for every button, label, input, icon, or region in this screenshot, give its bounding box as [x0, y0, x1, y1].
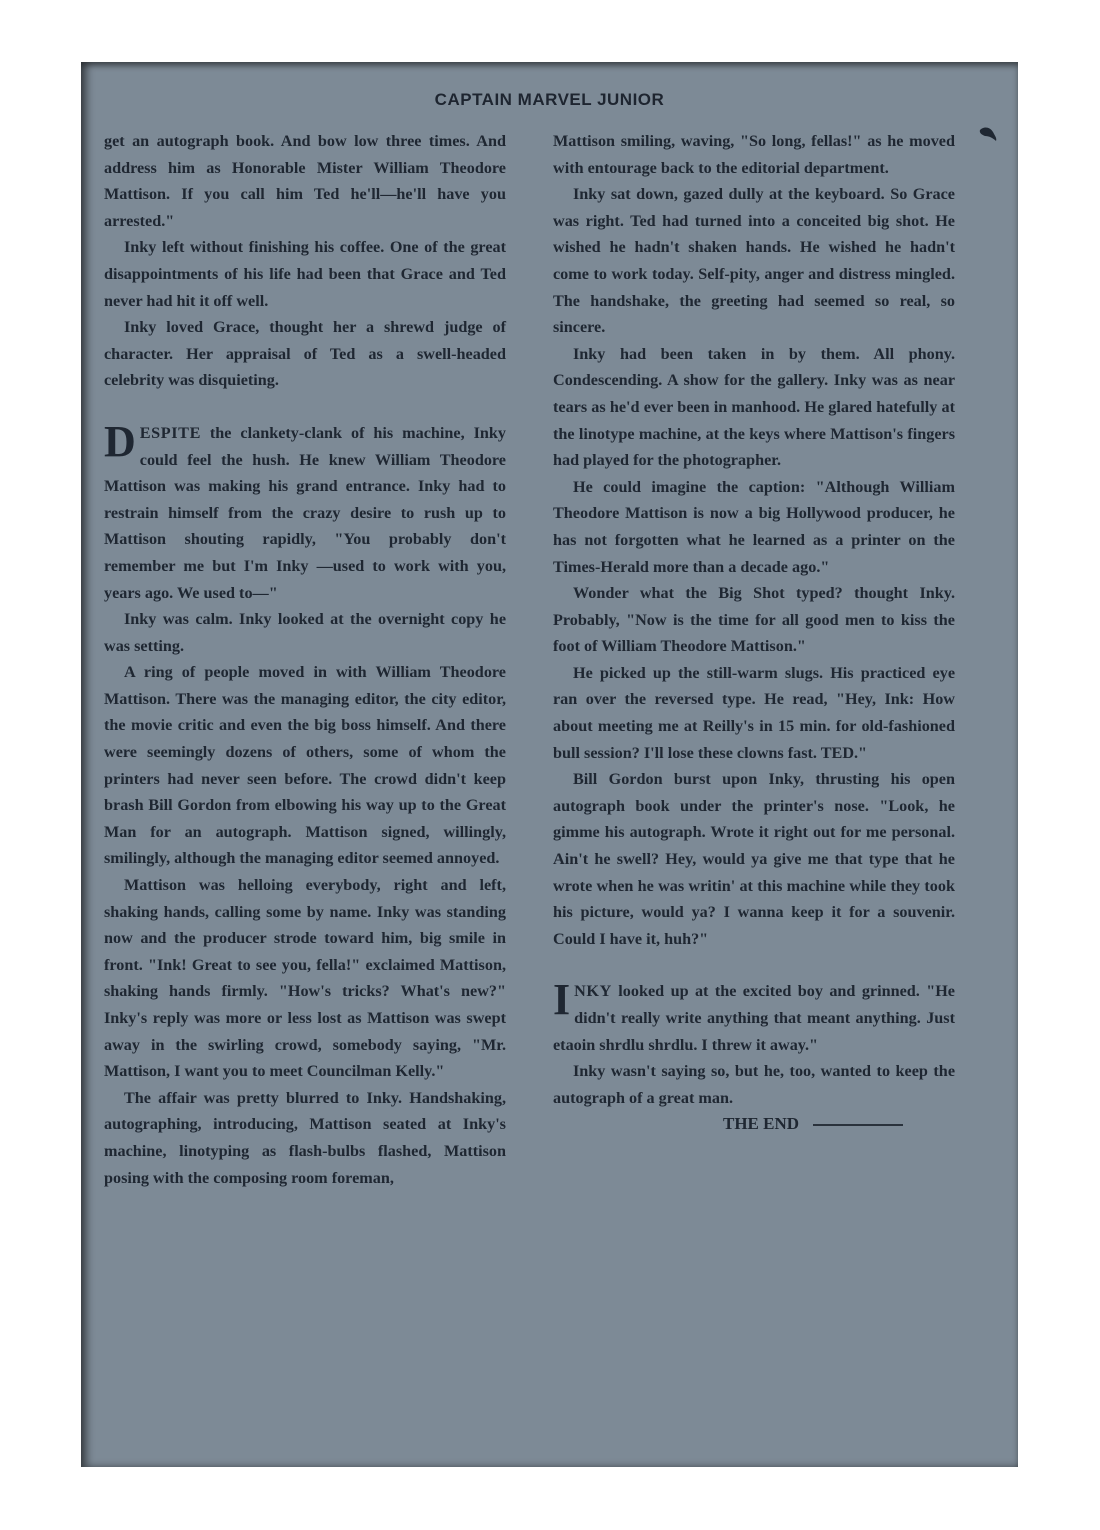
- paragraph: He could imagine the caption: "Although William Theodore Mattison is now a big Hollywood producer, he has not forgotten what he learned as a printer on the Times-Herald more than a decade ago.": [553, 477, 955, 576]
- drop-cap: D: [104, 416, 136, 466]
- paragraph: Inky wasn't saying so, but he, too, wanted to keep the autograph of a great man.: [553, 1062, 955, 1107]
- paragraph: Inky was calm. Inky looked at the overnight copy he was setting.: [104, 610, 506, 655]
- paragraph: Mattison smiling, waving, "So long, fellas!" as he moved with entourage back to the editorial department.: [553, 132, 955, 177]
- page-header: CAPTAIN MARVEL JUNIOR: [434, 90, 665, 109]
- section-paragraph: [553, 975, 955, 1058]
- paragraph: Inky left without finishing his coffee. One of the great disappointments of his life had been that Grace and Ted never had hit it off well.: [104, 238, 506, 310]
- small-caps-lead: NKY: [574, 982, 612, 1001]
- paragraph: get an autograph book. And bow low three times. And address him as Honorable Mister William Theodore Mattison. If you call him Ted he'll—he'll have you arrested.": [104, 132, 506, 230]
- paragraph: Inky had been taken in by them. All phony. Condescending. A show for the gallery. Inky was as near tears as he'd ever been in manhood. He glared hatefully at the linotype machine, at the keys where Mattison's fingers had played for the photographer.: [553, 344, 955, 470]
- ink-smudge-icon: [976, 124, 998, 146]
- left-column: [104, 128, 506, 1191]
- paragraph: Wonder what the Big Shot typed? thought Inky. Probably, "Now is the time for all good men to kiss the foot of William Theodore Mattison.": [553, 584, 955, 656]
- right-column: [553, 128, 955, 1138]
- paragraph: Bill Gordon burst upon Inky, thrusting his open autograph book under the printer's nose. "Look, he gimme his autograph. Wrote it right out for me personal. Ain't he swell? Hey, would ya give me that type that he wrote when he was writin' at this machine while they took his picture, would ya? I wanna keep it for a souvenir. Could I have it, huh?": [553, 770, 955, 948]
- paragraph: The affair was pretty blurred to Inky. Handshaking, autographing, introducing, Mattison seated at Inky's machine, linotyping as flash-bulbs flashed, Mattison posing with the composing room foreman,: [104, 1088, 506, 1187]
- paragraph: He picked up the still-warm slugs. His practiced eye ran over the reversed type. He read, "Hey, Ink: How about meeting me at Reilly's in 15 min. for old-fashioned bull session? I'll lose these clowns fast. TED.": [553, 663, 955, 762]
- paragraph: Mattison was helloing everybody, right and left, shaking hands, calling some by name. Inky was standing now and the producer strode toward him, big smile in front. "Ink! Great to see you, fella!" exclaimed Mattison, shaking hands firmly. "How's tricks? What's new?" Inky's reply was more or less lost as Mattison was swept away in the swirling crowd, somebody saying, "Mr. Mattison, I want you to meet Councilman Kelly.": [104, 876, 506, 1081]
- paragraph-text: looked up at the excited boy and grinned. "He didn't really write anything that meant anything. Just etaoin shrdlu shrdlu. I threw it away.": [553, 982, 955, 1054]
- drop-cap: I: [553, 975, 571, 1025]
- small-caps-lead: ESPITE: [139, 423, 201, 442]
- section-paragraph: [104, 416, 506, 606]
- paragraph: Inky sat down, gazed dully at the keyboard. So Grace was right. Ted had turned into a conceited big shot. He wished he hadn't shaken hands. He wished he hadn't come to work today. Self-pity, anger and distress mingled. The handshake, the greeting had seemed so real, so sincere.: [553, 185, 955, 337]
- magazine-page: [81, 62, 1018, 1467]
- paragraph: Inky loved Grace, thought her a shrewd judge of character. Her appraisal of Ted as a swell-headed celebrity was disquieting.: [104, 318, 506, 390]
- paragraph-text: the clankety-clank of his machine, Inky could feel the hush. He knew William Theodore Mattison was making his grand entrance. Inky had to restrain himself from the crazy desire to rush up to Mattison shouting rapidly, "You probably don't remember me but I'm Inky —used to work with you, years ago. We used to—": [104, 423, 506, 602]
- the-end-marker: [553, 1111, 955, 1138]
- end-rule: [813, 1124, 903, 1126]
- paragraph: A ring of people moved in with William Theodore Mattison. There was the managing editor, the city editor, the movie critic and even the big boss himself. And there were seemingly dozens of others, some of whom the printers had never seen before. The crowd didn't keep brash Bill Gordon from elbowing his way up to the Great Man for an autograph. Mattison signed, willingly, smilingly, although the managing editor seemed annoyed.: [104, 663, 506, 868]
- the-end-label: THE END: [723, 1114, 800, 1134]
